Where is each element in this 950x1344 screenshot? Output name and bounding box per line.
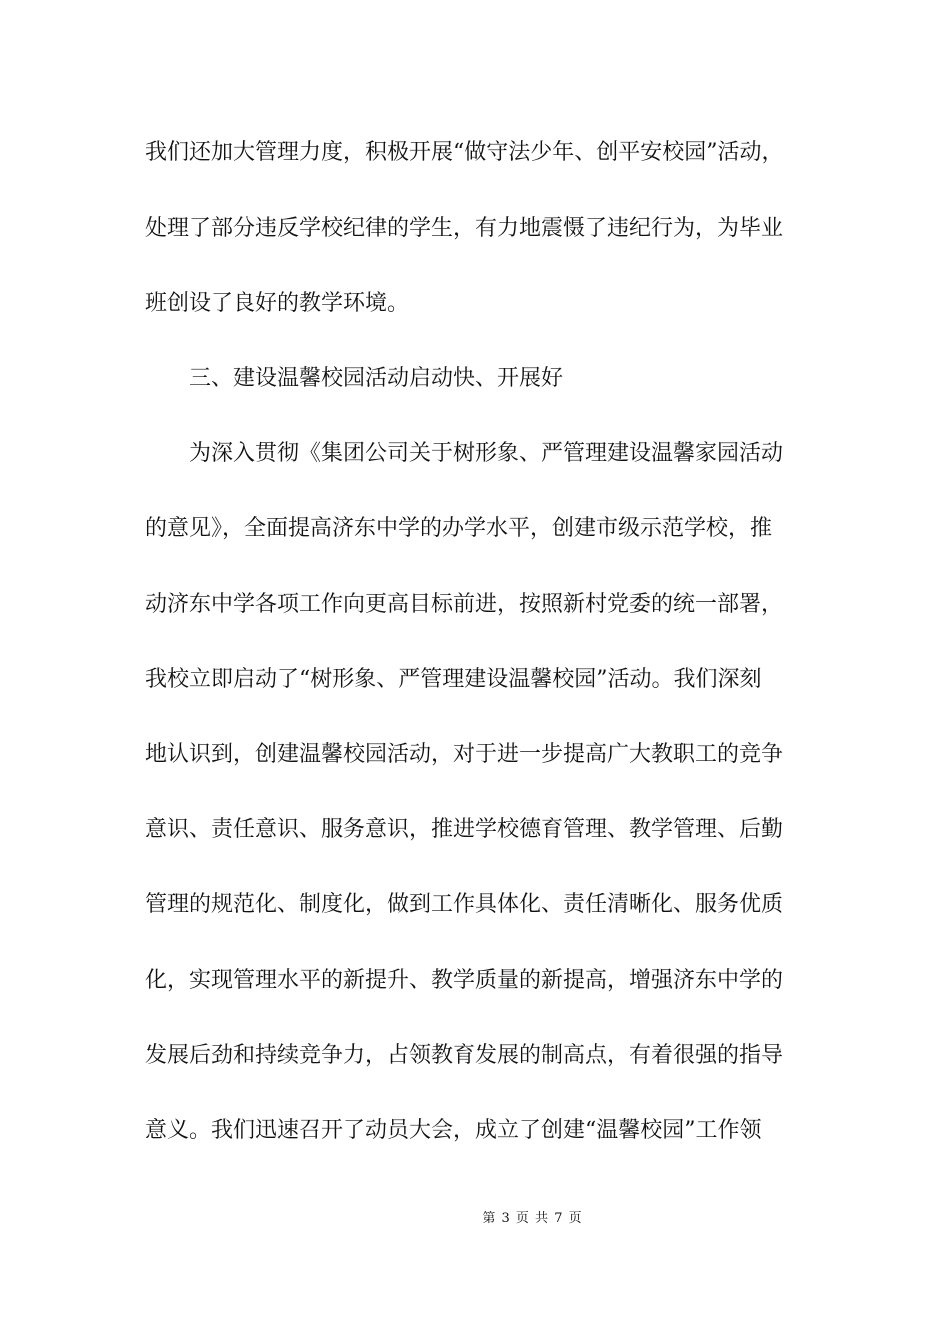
paragraph-line: 我们还加大管理力度，积极开展“做守法少年、创平安校园”活动， [145,140,784,165]
paragraph-line: 处理了部分违反学校纪律的学生，有力地震慑了违纪行为，为毕业 [145,216,784,241]
paragraph-line: 动济东中学各项工作向更高目标前进，按照新村党委的统一部署， [145,592,784,617]
paragraph-line: 发展后劲和持续竞争力，占领教育发展的制高点，有着很强的指导 [145,1043,784,1068]
paragraph-line: 意识、责任意识、服务意识，推进学校德育管理、教学管理、后勤 [145,817,784,842]
paragraph-line: 意义。我们迅速召开了动员大会，成立了创建“温馨校园”工作领 [145,1118,762,1143]
paragraph-line: 的意见》，全面提高济东中学的办学水平，创建市级示范学校，推 [145,516,773,541]
paragraph-line: 化，实现管理水平的新提升、教学质量的新提高，增强济东中学的 [145,968,784,993]
paragraph-line: 班创设了良好的教学环境。 [145,291,410,316]
page-number-footer: 第 3 页 共 7 页 [482,1211,583,1226]
section-heading: 三、建设温馨校园活动启动快、开展好 [189,366,564,391]
paragraph-line: 管理的规范化、制度化，做到工作具体化、责任清晰化、服务优质 [145,892,784,917]
paragraph-line: 我校立即启动了“树形象、严管理建设温馨校园”活动。我们深刻 [145,667,762,692]
paragraph-line: 为深入贯彻《集团公司关于树形象、严管理建设温馨家园活动 [189,441,784,466]
paragraph-line: 地认识到，创建温馨校园活动，对于进一步提高广大教职工的竞争 [145,742,784,767]
